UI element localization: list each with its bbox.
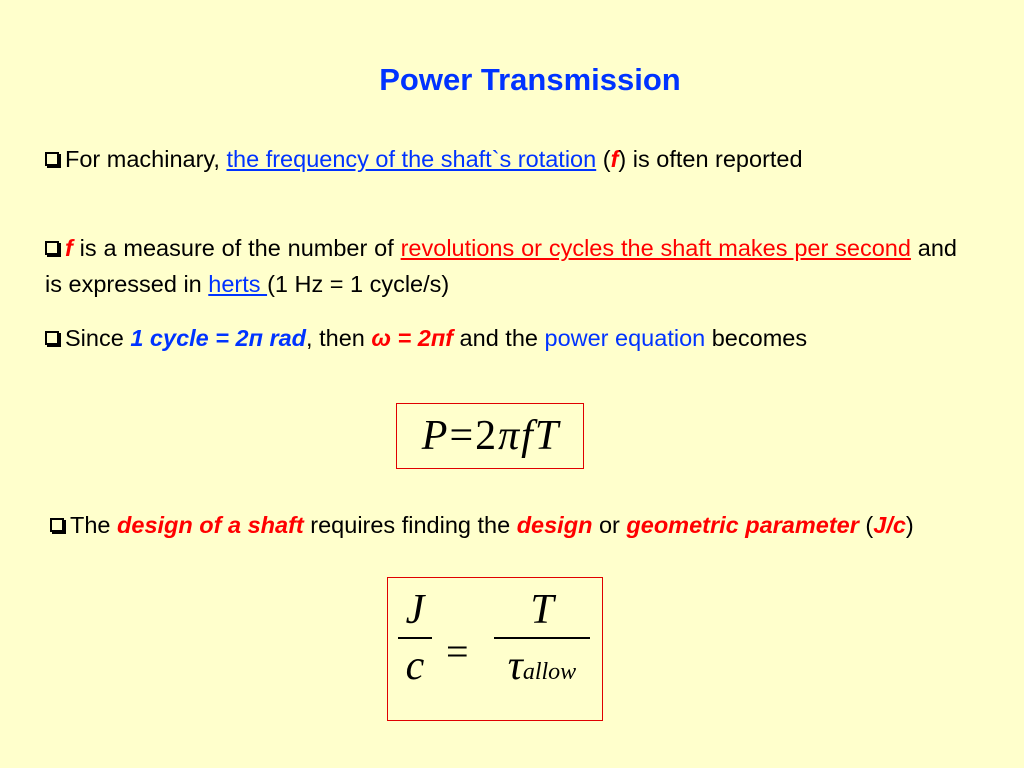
checkbox-bullet-icon (45, 152, 59, 166)
revolutions-text: revolutions or cycles the shaft makes per second (400, 235, 911, 261)
power-equation: P = 2 π f T (396, 403, 584, 469)
jc-symbol: J/c (873, 512, 906, 538)
herts-link: herts (208, 271, 268, 297)
bullet-measure: f is a measure of the number of revolutions or cycles the shaft makes per second and is expressed in herts (1 Hz = 1 cycle/s) (45, 235, 957, 297)
f-symbol: f (65, 235, 73, 261)
frequency-link: the frequency of the shaft`s rotation (226, 146, 597, 172)
omega-relation: ω = 2пf (371, 325, 454, 351)
fraction-bar (398, 637, 432, 639)
geometric-parameter-text: geometric parameter (626, 512, 859, 538)
f-symbol: f (610, 146, 619, 172)
bullet-design: The design of a shaft requires finding the design or geometric parameter (J/c) (50, 507, 946, 543)
design-of-shaft-text: design of a shaft (117, 512, 304, 538)
j-over-c-fraction: J c (398, 586, 432, 690)
power-equation-text: power equation (544, 325, 706, 351)
design-equation: J c = T τallow (387, 577, 603, 721)
cycle-relation: 1 cycle = 2п rad (130, 325, 307, 351)
t-over-tau-fraction: T τallow (494, 586, 590, 696)
bullet-since: Since 1 cycle = 2п rad, then ω = 2пf and the power equation becomes (45, 320, 957, 356)
bullet-frequency: For machinary, the frequency of the shaft`s rotation (f) is often reported (45, 141, 957, 177)
checkbox-bullet-icon (45, 241, 59, 255)
slide-title: Power Transmission (379, 62, 681, 97)
design-text: design (516, 512, 593, 538)
checkbox-bullet-icon (50, 518, 64, 532)
checkbox-bullet-icon (45, 331, 59, 345)
fraction-bar (494, 637, 590, 639)
